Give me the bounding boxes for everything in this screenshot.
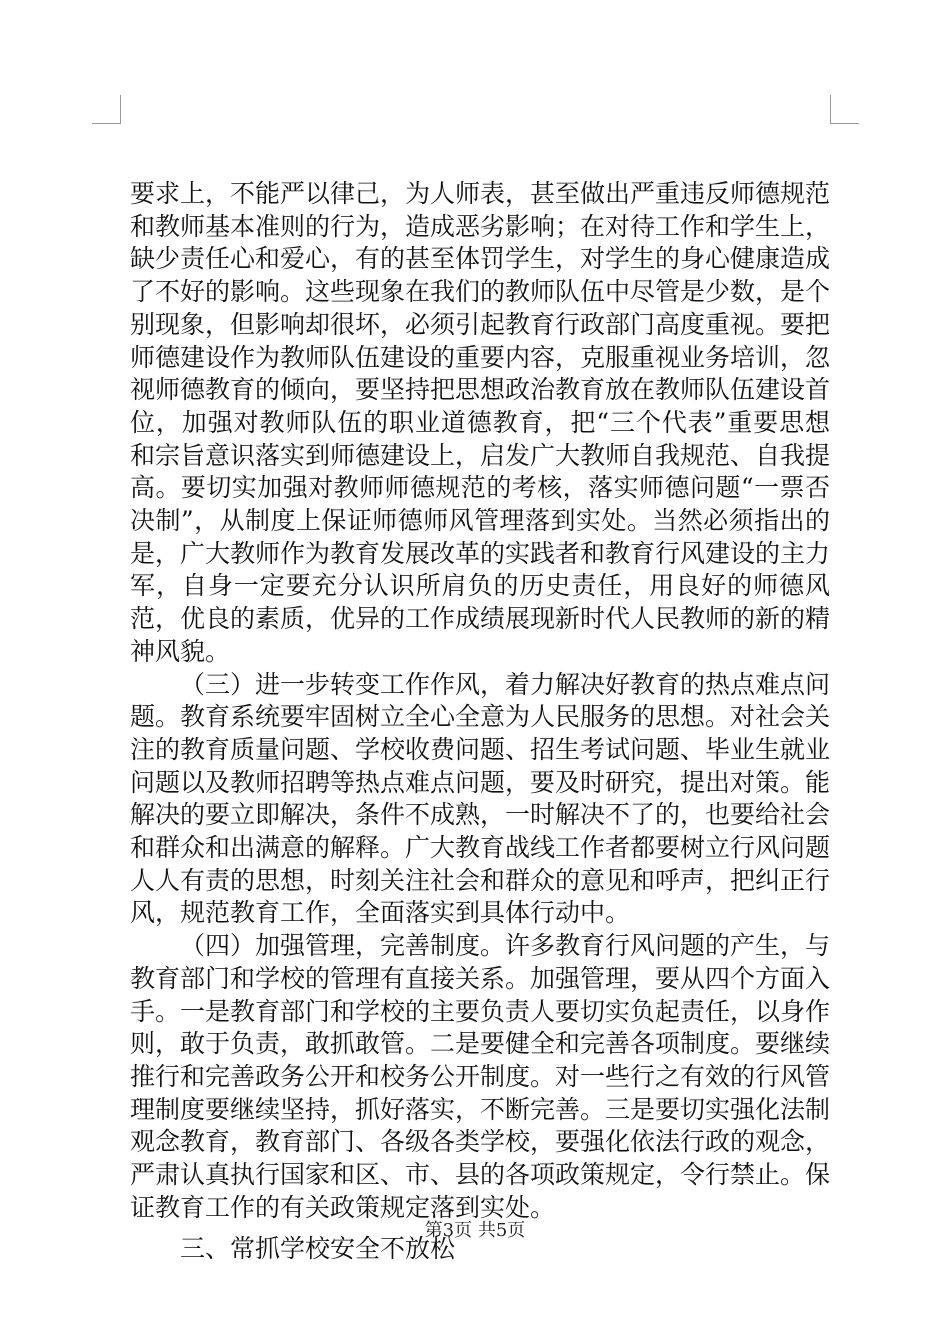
- paragraph-section-3: （三）进一步转变工作作风，着力解决好教育的热点难点问题。教育系统要牢固树立全心全意为人民服务的思想。对社会关注的教育质量问题、学校收费问题、招生考试问题、毕业生就业问题以及教师招聘等热点难点问题，要及时研究，提出对策。能解决的要立即解决，条件不成熟，一时解决不了的，也要给社会和群众和出满意的解释。广大教育战线工作者都要树立行风问题人人有责的思想，时刻关注社会和群众的意见和呼声，把纠正行风，规范教育工作，全面落实到具体行动中。: [130, 669, 831, 928]
- crop-mark-top-right: [830, 95, 859, 124]
- crop-mark-top-left: [92, 95, 121, 124]
- paragraph-section-4: （四）加强管理，完善制度。许多教育行风问题的产生，与教育部门和学校的管理有直接关系。加强管理，要从四个方面入手。一是教育部门和学校的主要负责人要切实负起责任，以身作则，敢于负责，敢抓敢管。二是要健全和完善各项制度。要继续推行和完善政务公开和校务公开制度。对一些行之有效的行风管理制度要继续坚持，抓好落实，不断完善。三是要切实强化法制观念教育，教育部门、各级各类学校，要强化依法行政的观念，严肃认真执行国家和区、市、县的各项政策规定，令行禁止。保证教育工作的有关政策规定落到实处。: [130, 931, 831, 1222]
- section-heading: 三、常抓学校安全不放松: [180, 1233, 456, 1263]
- page-number-footer: 第3页 共5页: [424, 1220, 526, 1241]
- paragraph-continuation: 要求上，不能严以律己，为人师表，甚至做出严重违反师德规范和教师基本准则的行为，造成恶劣影响；在对待工作和学生上，缺少责任心和爱心，有的甚至体罚学生，对学生的身心健康造成了不好的影响。这些现象在我们的教师队伍中尽管是少数，是个别现象，但影响却很坏，必须引起教育行政部门高度重视。要把师德建设作为教师队伍建设的重要内容，克服重视业务培训，忽视师德教育的倾向，要坚持把思想政治教育放在教师队伍建设首位，加强对教师队伍的职业道德教育，把“三个代表”重要思想和宗旨意识落实到师德建设上，启发广大教师自我规范、自我提高。要切实加强对教师师德规范的考核，落实师德问题“一票否决制”，从制度上保证师德师风管理落到实处。当然必须指出的是，广大教师作为教育发展改革的实践者和教育行风建设的主力军，自身一定要充分认识所肩负的历史责任，用良好的师德风范，优良的素质，优异的工作成绩展现新时代人民教师的新的精神风貌。: [130, 179, 831, 666]
- document-body: [130, 178, 830, 1265]
